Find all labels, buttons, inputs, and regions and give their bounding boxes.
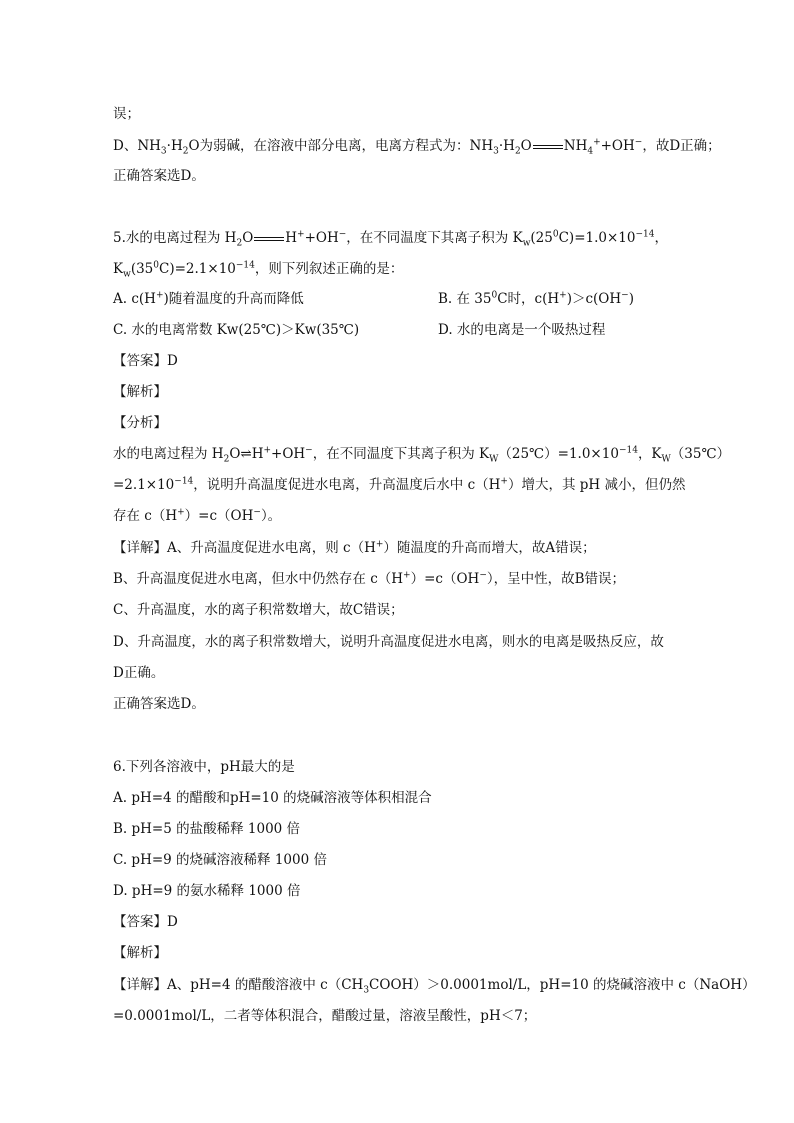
option-c: C. pH=9 的烧碱溶液稀释 1000 倍 <box>113 852 327 868</box>
text-line: D、$NH_3\cdot H_2O$为弱碱，在溶液中部分电离，电离方程式为：$NH_3\cdot H_2O$ $NH_4^++OH^-$，故D正确； <box>113 137 721 157</box>
option-b: B. 在 $35^0C$时，c(H+)＞c(OH−) <box>438 290 634 307</box>
answer-label: 【答案】D <box>113 353 178 369</box>
detail-text: =0.0001mol/L，二者等体积混合，醋酸过量，溶液呈酸性，pH＜7； <box>113 1008 537 1024</box>
answer-label: 【答案】D <box>113 914 178 930</box>
question-stem: $K_w(35^0C)=2.1\times 10^{-14}$，则下列叙述正确的是： <box>113 260 404 280</box>
analysis-label: 【分析】 <box>113 415 167 431</box>
reversible-arrow-icon <box>533 144 563 150</box>
detail-text: C、升高温度，水的离子积常数增大，故C错误； <box>113 602 404 618</box>
text-line: 误； <box>113 106 140 122</box>
option-b: B. pH=5 的盐酸稀释 1000 倍 <box>113 821 301 837</box>
explanation-label: 【解析】 <box>113 945 167 961</box>
text-line: 正确答案选D。 <box>113 168 205 184</box>
question-stem: 6.下列各溶液中，pH最大的是 <box>113 759 295 775</box>
final-answer: 正确答案选D。 <box>113 696 205 712</box>
option-d: D. 水的电离是一个吸热过程 <box>438 322 606 338</box>
option-a: A. pH=4 的醋酸和pH=10 的烧碱溶液等体积相混合 <box>113 790 432 806</box>
question-stem: 5.水的电离过程为 $H_2O$ H++OH−，在不同温度下其离子积为 $K_w(25^0C)=1.0\times 10^{-14}$， <box>113 229 668 249</box>
option-c: C. 水的电离常数 Kw(25℃)＞Kw(35℃) <box>113 322 360 338</box>
detail-text: D、升高温度，水的离子积常数增大，说明升高温度促进水电离，则水的电离是吸热反应，故 <box>113 634 664 650</box>
detail-text: 【详解】A、pH=4 的醋酸溶液中 $c(CH_3COOH)>0.0001mol/L$，pH=10 的烧碱溶液中 c（NaOH） <box>113 977 756 996</box>
analysis-text: $=2.1\times 10^{-14}$，说明升高温度促进水电离，升高温度后水中 c（H+）增大，其 pH 减小，但仍然 <box>113 476 686 493</box>
detail-text: D正确。 <box>113 665 165 681</box>
explanation-label: 【解析】 <box>113 384 167 400</box>
option-d: D. pH=9 的氨水稀释 1000 倍 <box>113 883 301 899</box>
detail-text: B、升高温度促进水电离，但水中仍然存在 c（H+）=c（OH−），呈中性，故B错误； <box>113 570 626 587</box>
option-a: A. c(H+)随着温度的升高而降低 <box>113 290 304 307</box>
detail-text: 【详解】A、升高温度促进水电离，则 c（H+）随温度的升高而增大，故A错误； <box>113 539 596 556</box>
analysis-text: 水的电离过程为 $H_2O\rightleftharpoons H^++OH^-$，在不同温度下其离子积为 $K_W(25℃)=1.0\times 10^{-14}$，$K_W(35℃)$ <box>113 445 731 465</box>
reversible-arrow-icon <box>254 236 284 242</box>
analysis-text: 存在 c（H+）=c（OH−）。 <box>113 507 282 524</box>
